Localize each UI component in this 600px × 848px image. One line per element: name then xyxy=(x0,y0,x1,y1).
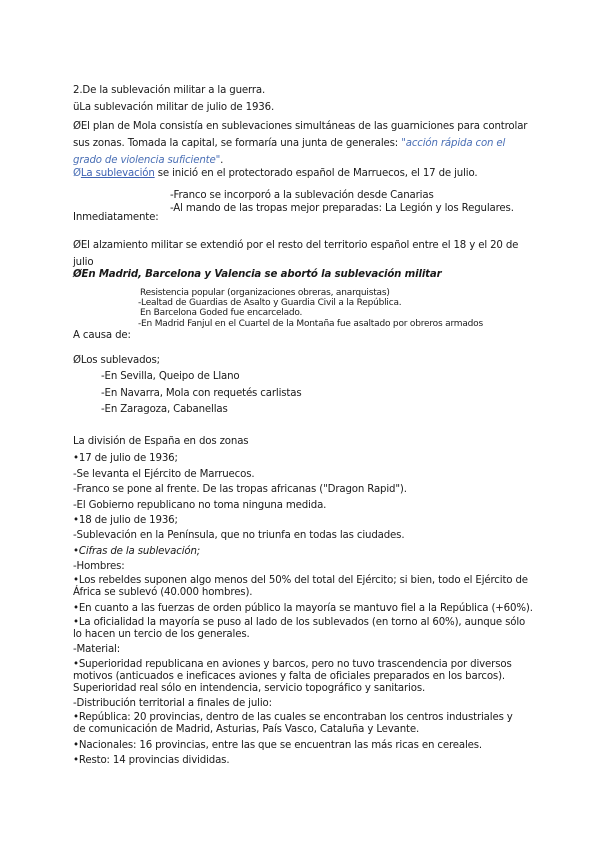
uprising-start-text: se inició en el protectorado español de Marruecos, el 17 de julio. xyxy=(154,168,478,179)
division-line: •Resto: 14 provincias divididas. xyxy=(73,755,230,766)
causes-list xyxy=(138,287,558,333)
division-line: •República: 20 provincias, dentro de las cuales se encontraban los centros industriales y de comunicación de Madrid, Asturias, País Vasco, Cataluña y Levante. xyxy=(73,712,513,735)
rebels-item: -En Navarra, Mola con requetés carlistas xyxy=(101,388,302,399)
causes-label: A causa de: xyxy=(73,330,131,341)
subsection-heading: üLa sublevación militar de julio de 1936. xyxy=(73,102,275,113)
division-line: •Cifras de la sublevación; xyxy=(73,546,201,557)
immediately-item: -Franco se incorporó a la sublevación desde Canarias xyxy=(170,190,434,201)
mola-plan-text: ØEl plan de Mola consistía en sublevaciones simultáneas de las guarniciones para controlar sus zonas. Tomada la capital, se formaría una junta de generales: xyxy=(73,121,528,149)
division-line: •17 de julio de 1936; xyxy=(73,453,178,464)
cause-item: Resistencia popular (organizaciones obreras, anarquistas) xyxy=(140,288,390,298)
division-title: La división de España en dos zonas xyxy=(73,436,249,447)
rebels-item: -En Zaragoza, Cabanellas xyxy=(101,404,228,415)
section-heading: 2.De la sublevación militar a la guerra. xyxy=(73,85,266,96)
immediately-item: -Al mando de las tropas mejor preparadas: La Legión y los Regulares. xyxy=(170,203,514,214)
immediately-label: Inmediatamente: xyxy=(73,212,159,223)
aborted-line: ØEn Madrid, Barcelona y Valencia se abortó la sublevación militar xyxy=(73,269,442,280)
mola-plan-end: . xyxy=(220,155,224,166)
division-line: -Sublevación en la Península, que no triunfa en todas las ciudades. xyxy=(73,530,405,541)
division-line: •Superioridad republicana en aviones y barcos, pero no tuvo trascendencia por diversos motivos (anticuados e ineficaces aviones y falta de oficiales preparados en los barcos). Superioridad real sólo en intendencia, servicio topográfico y sanitarios. xyxy=(73,659,512,694)
division-line: -Hombres: xyxy=(73,561,125,572)
division-line: •En cuanto a las fuerzas de orden público la mayoría se mantuvo fiel a la República (+60%). xyxy=(73,603,533,614)
cause-item: -Lealtad de Guardias de Asalto y Guardia Civil a la República. xyxy=(138,298,402,308)
division-line: -Franco se pone al frente. De las tropas africanas ("Dragon Rapid"). xyxy=(73,484,407,495)
division-line: •La oficialidad la mayoría se puso al lado de los sublevados (en torno al 60%), aunque sólo lo hacen un tercio de los generales. xyxy=(73,617,526,640)
uprising-start-bullet: Ø xyxy=(73,168,81,179)
spread-paragraph: ØEl alzamiento militar se extendió por el resto del territorio español entre el 18 y el 20 de julio xyxy=(73,240,519,268)
division-line: -Material: xyxy=(73,644,120,655)
cause-item: En Barcelona Goded fue encarcelado. xyxy=(140,308,303,318)
uprising-start-line xyxy=(73,167,477,180)
mola-plan-quote: "acción rápida con el grado de violencia suficiente" xyxy=(73,138,506,166)
sublevacion-link[interactable]: La sublevación xyxy=(80,168,155,179)
division-line: -El Gobierno republicano no toma ninguna medida. xyxy=(73,500,327,511)
division-line: •Los rebeldes suponen algo menos del 50% del total del Ejército; si bien, todo el Ejército de África se sublevó (40.000 hombres). xyxy=(73,575,528,598)
division-line: -Se levanta el Ejército de Marruecos. xyxy=(73,469,255,480)
rebels-label: ØLos sublevados; xyxy=(73,355,160,366)
division-line: •18 de julio de 1936; xyxy=(73,515,178,526)
cause-item: -En Madrid Fanjul en el Cuartel de la Montaña fue asaltado por obreros armados xyxy=(138,319,483,329)
mola-plan-paragraph xyxy=(73,118,528,169)
division-line: -Distribución territorial a finales de julio: xyxy=(73,698,272,709)
rebels-item: -En Sevilla, Queipo de Llano xyxy=(101,371,240,382)
division-line: •Nacionales: 16 provincias, entre las que se encuentran las más ricas en cereales. xyxy=(73,740,483,751)
